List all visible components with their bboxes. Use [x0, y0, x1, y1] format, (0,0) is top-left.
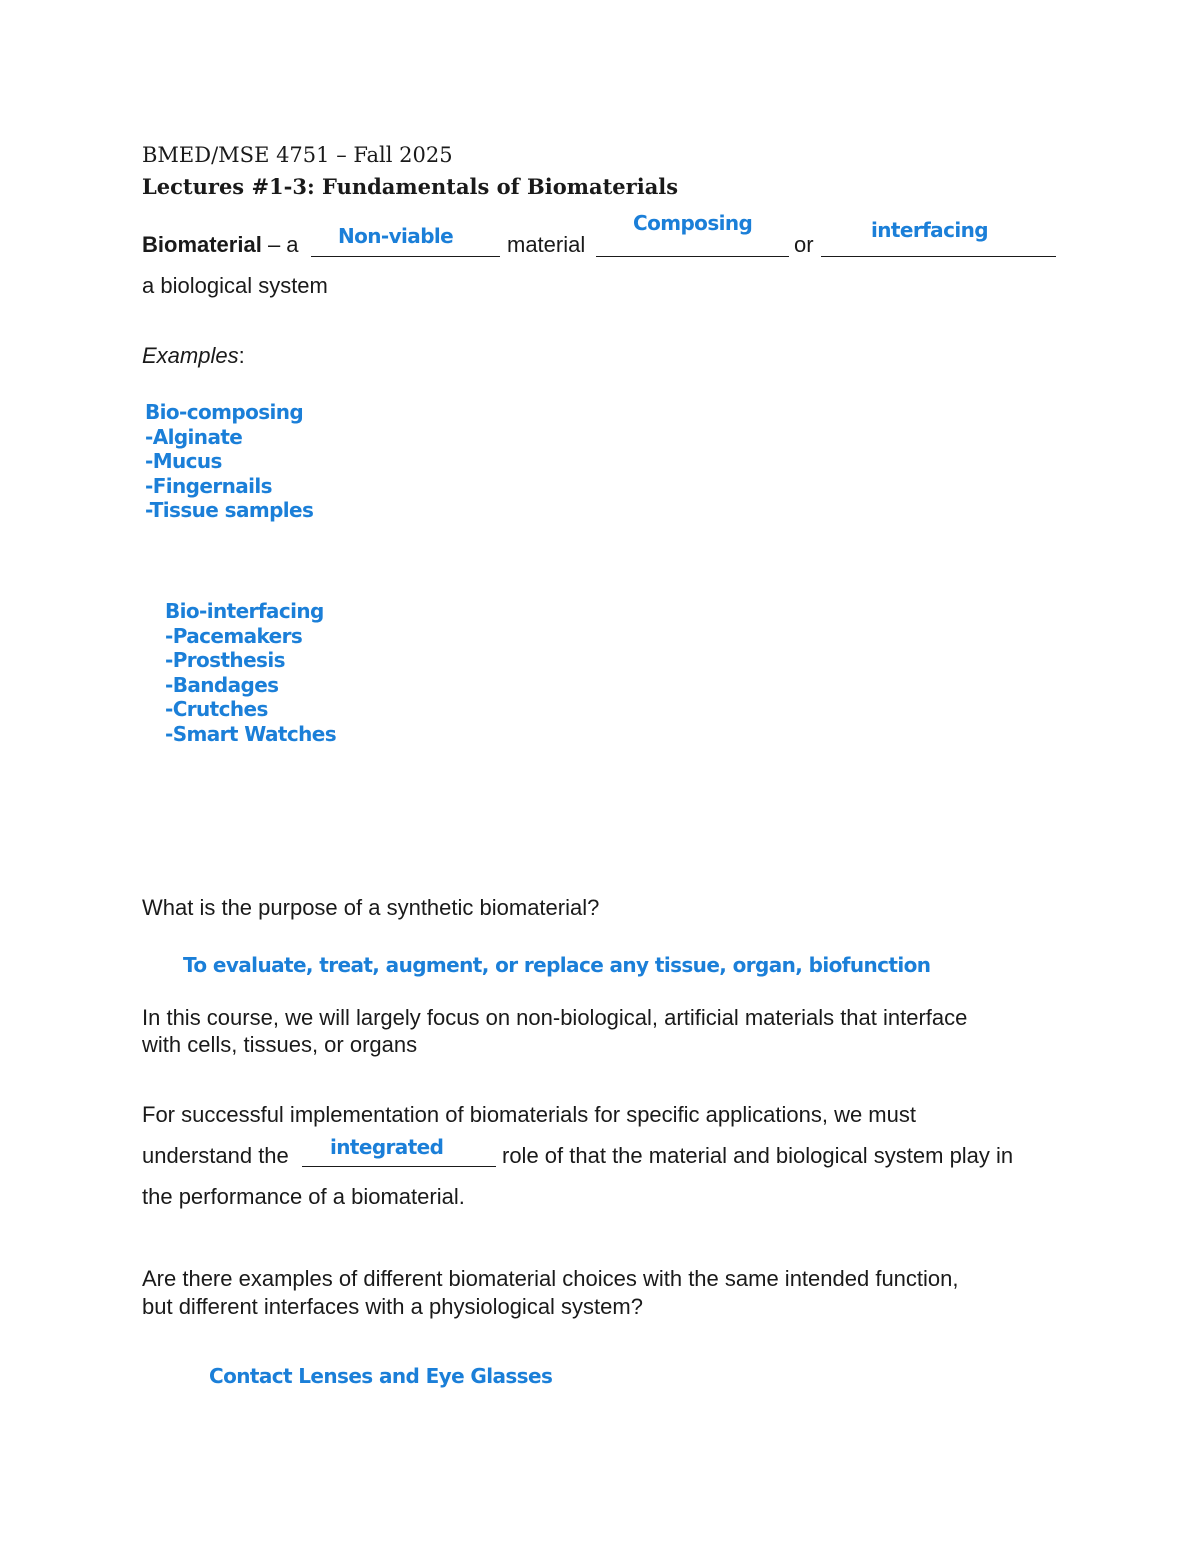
course-focus-line2: with cells, tissues, or organs: [142, 1032, 418, 1057]
course-line: BMED/MSE 4751 – Fall 2025: [142, 143, 453, 167]
examples-question-line2: but different interfaces with a physiological system?: [142, 1294, 643, 1319]
list-item: -Alginate: [145, 424, 243, 449]
list-item: -Bandages: [165, 672, 279, 697]
lecture-title: Lectures #1-3: Fundamentals of Biomaterials: [142, 174, 679, 199]
list-item: -Pacemakers: [165, 623, 303, 648]
blank-1-answer: Non-viable: [338, 224, 454, 248]
blank-integrated-line: [302, 1166, 496, 1167]
definition-term: [142, 232, 305, 258]
implementation-line1: For successful implementation of biomaterials for specific applications, we must: [142, 1102, 916, 1127]
definition-tail: a biological system: [142, 273, 328, 298]
bio-composing-title: Bio-composing: [145, 400, 304, 424]
word-material: material: [507, 232, 586, 257]
word-or: or: [794, 232, 814, 257]
bio-composing-list: [145, 400, 313, 523]
course-focus-line1: In this course, we will largely focus on non-biological, artificial materials that interface: [142, 1005, 968, 1030]
blank-3-line: [821, 256, 1056, 257]
implementation-line2-pre: understand the: [142, 1143, 289, 1168]
implementation-line2-post: role of that the material and biological system play in: [502, 1143, 1014, 1168]
examples-label: [142, 343, 245, 369]
purpose-question: What is the purpose of a synthetic biomaterial?: [142, 895, 600, 920]
list-item: -Tissue samples: [145, 498, 314, 522]
connector-a: – a: [261, 232, 305, 257]
blank-1-line: [311, 256, 500, 257]
examples-answer: Contact Lenses and Eye Glasses: [209, 1364, 553, 1388]
blank-3-answer: interfacing: [871, 218, 988, 242]
list-item: -Crutches: [165, 697, 268, 722]
bio-interfacing-list: [165, 599, 336, 747]
bio-interfacing-title: Bio-interfacing: [165, 599, 324, 623]
blank-integrated-answer: integrated: [330, 1135, 444, 1159]
term-biomaterial: Biomaterial: [142, 232, 262, 257]
list-item: -Mucus: [145, 449, 222, 473]
implementation-line3: the performance of a biomaterial.: [142, 1184, 465, 1209]
examples-colon: :: [238, 343, 245, 368]
list-item: -Fingernails: [145, 473, 272, 498]
list-item: -Smart Watches: [165, 721, 336, 746]
examples-question-line1: Are there examples of different biomaterial choices with the same intended function,: [142, 1266, 959, 1291]
blank-2-line: [596, 256, 789, 257]
purpose-answer: To evaluate, treat, augment, or replace any tissue, organ, biofunction: [183, 953, 931, 977]
examples-word: Examples: [142, 343, 239, 368]
list-item: -Prosthesis: [165, 648, 285, 673]
blank-2-answer: Composing: [633, 211, 753, 235]
